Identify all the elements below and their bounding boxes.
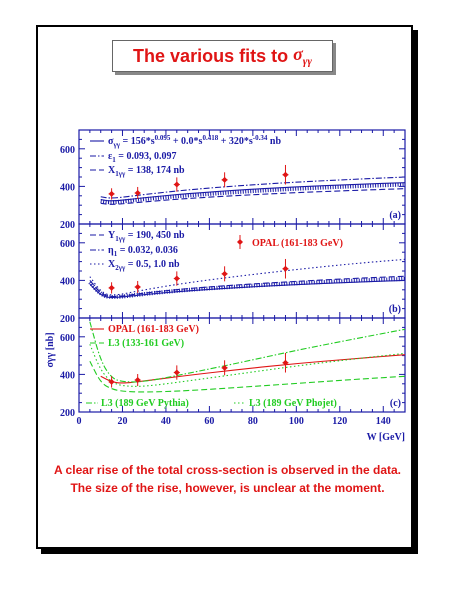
y-tick-label: 400 [60, 276, 75, 288]
panel-tag: (c) [389, 398, 401, 409]
data-point [109, 285, 115, 291]
legend-text-sigma-fit: $\sigma_{\gamma\gamma} = 156*s^{0.095} + 0.0*s^{0.418} + 320*s^{-0.34}$ nb [108, 134, 282, 149]
legend-text-epsilon: $\varepsilon_1 = 0.093$, 0.097 [108, 151, 177, 164]
legend-data-point [237, 239, 243, 245]
y-tick-label: 400 [60, 370, 75, 382]
legend-text-l3-pythia: L3 (189 GeV Pythia) [101, 398, 189, 409]
x-tick-label: 80 [247, 416, 258, 427]
curves [101, 177, 405, 204]
y-tick-label: 200 [60, 220, 75, 231]
x-tick-label: 60 [204, 416, 215, 427]
legend-text-x2: $X_{2\gamma\gamma} = 0.5$, 1.0 nb [108, 259, 180, 272]
data-point [282, 172, 288, 178]
series-line-1 [101, 177, 405, 198]
panel-a [60, 130, 405, 231]
panel-c [45, 318, 405, 443]
y-tick-label: 200 [60, 314, 75, 325]
data-point [109, 191, 115, 197]
panel-tag: (a) [389, 210, 401, 221]
y-tick-label: 200 [60, 408, 75, 419]
y-axis-label: σγγ [nb] [45, 332, 56, 368]
data-point [222, 271, 228, 277]
slide-title-symbol: $\sigma_{\gamma\gamma}$ [293, 44, 312, 68]
legend-text-eta: $\eta_1 = 0.032$, 0.036 [108, 245, 178, 258]
slide-title-subscript: γγ [302, 55, 312, 68]
x-tick-label: 120 [332, 416, 348, 427]
legend-text-opal-fit: OPAL (161-183 GeV) [108, 324, 199, 335]
slide-title-text: The various fits to [133, 45, 289, 66]
data-point [174, 182, 180, 188]
series-line-1 [90, 361, 405, 392]
data-point [135, 284, 141, 290]
y-tick-label: 600 [60, 238, 75, 250]
series-line-3 [101, 185, 405, 203]
x-tick-label: 20 [117, 416, 128, 427]
data-point [222, 177, 228, 183]
slide-caption: A clear rise of the total cross-section is observed in the data. The size of the rise, however, is unclear at the moment. [54, 463, 401, 495]
y-tick-label: 400 [60, 182, 75, 194]
x-tick-label: 0 [76, 416, 82, 427]
x-tick-label: 100 [288, 416, 304, 427]
data-point [174, 276, 180, 282]
panel-tag: (b) [388, 304, 401, 315]
x-axis-label: W [GeV] [366, 432, 405, 443]
legend-text-l3-133: L3 (133-161 GeV) [108, 338, 185, 349]
data-point [282, 266, 288, 272]
x-tick-label: 140 [375, 416, 391, 427]
y-tick-label: 600 [60, 332, 75, 344]
legend-text-y1: $Y_{1\gamma\gamma} = 190$, 450 nb [108, 230, 185, 243]
legend-text-opal-data: OPAL (161-183 GeV) [252, 238, 343, 249]
x-tick-label: 40 [160, 416, 171, 427]
y-tick-label: 600 [60, 144, 75, 156]
legend-text-l3-phojet: L3 (189 GeV Phojet) [249, 398, 337, 409]
panel-b [60, 224, 405, 325]
legend-text-x1: $X_{1\gamma\gamma} = 138$, 174 nb [108, 165, 185, 178]
